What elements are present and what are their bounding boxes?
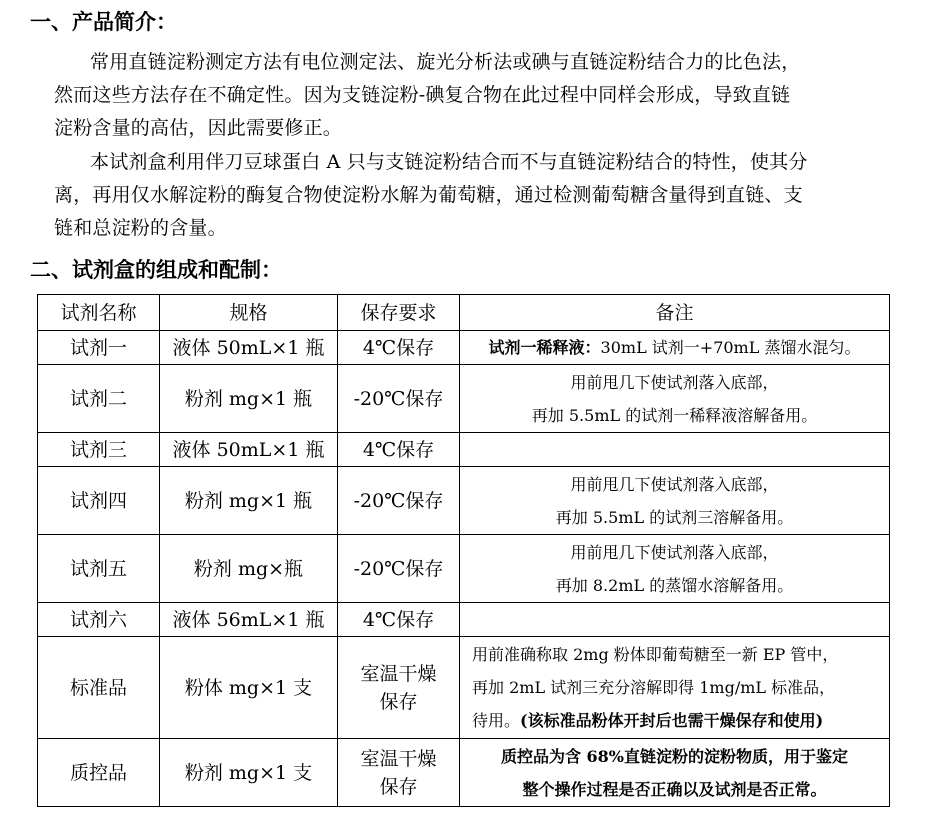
- paragraph-line: 然而这些方法存在不确定性。因为支链淀粉-碘复合物在此过程中同样会形成，导致直链: [54, 84, 791, 106]
- note-line: 用前准确称取 2mg 粉体即葡萄糖至一新 EP 管中，: [472, 645, 839, 664]
- note-line: 用前甩几下使试剂落入底部，: [570, 474, 779, 494]
- reagent-storage: [338, 637, 460, 739]
- table-row: [38, 739, 890, 807]
- reagent-spec: 粉体 mg×1 支: [160, 637, 338, 739]
- table-row: [38, 637, 890, 739]
- note-bold: (该标准品粉体开封后也需干燥保存和使用): [520, 711, 824, 730]
- header-name: 试剂名称: [38, 295, 160, 331]
- reagent-name: 试剂五: [38, 535, 160, 603]
- reagent-storage: -20℃保存: [338, 467, 460, 535]
- intro-paragraph-2: [54, 146, 920, 245]
- table-row: [38, 467, 890, 535]
- table-row: [38, 365, 890, 433]
- reagent-note: [460, 603, 890, 637]
- note-line: 再加 2mL 试剂三充分溶解即得 1mg/mL 标准品，: [472, 678, 836, 697]
- reagent-spec: 粉剂 mg×1 瓶: [160, 467, 338, 535]
- header-storage: 保存要求: [338, 295, 460, 331]
- reagent-storage: 4℃保存: [338, 433, 460, 467]
- paragraph-line: 常用直链淀粉测定方法有电位测定法、旋光分析法或碘与直链淀粉结合力的比色法，: [90, 51, 801, 73]
- note-line: 整个操作过程是否正确以及试剂是否正常。: [522, 779, 827, 799]
- reagent-note: [460, 365, 890, 433]
- note-line: 再加 5.5mL 的试剂一稀释液溶解备用。: [531, 405, 818, 425]
- reagent-spec: 粉剂 mg×瓶: [160, 535, 338, 603]
- paragraph-line: 本试剂盒利用伴刀豆球蛋白 A 只与支链淀粉结合而不与直链淀粉结合的特性，使其分: [90, 151, 808, 173]
- reagent-spec: 液体 50mL×1 瓶: [160, 433, 338, 467]
- reagent-name: 试剂一: [38, 331, 160, 365]
- storage-line: 保存: [379, 690, 418, 713]
- reagent-spec: 液体 56mL×1 瓶: [160, 603, 338, 637]
- storage-line: 室温干燥: [360, 747, 437, 770]
- reagent-storage: 4℃保存: [338, 331, 460, 365]
- note-line: 再加 8.2mL 的蒸馏水溶解备用。: [555, 575, 794, 595]
- note-text: 30mL 试剂一+70mL 蒸馏水混匀。: [600, 338, 861, 357]
- reagent-spec: 液体 50mL×1 瓶: [160, 331, 338, 365]
- reagent-spec: 粉剂 mg×1 瓶: [160, 365, 338, 433]
- reagent-note: [460, 637, 890, 739]
- section-heading-composition: 二、试剂盒的组成和配制：: [30, 258, 282, 282]
- reagent-note: [460, 535, 890, 603]
- storage-line: 保存: [379, 775, 418, 798]
- reagent-name: 标准品: [38, 637, 160, 739]
- reagent-note: [460, 331, 890, 365]
- reagent-name: 试剂三: [38, 433, 160, 467]
- note-line: 用前甩几下使试剂落入底部，: [570, 372, 779, 392]
- storage-line: 室温干燥: [360, 662, 437, 685]
- reagent-name: 质控品: [38, 739, 160, 807]
- table-row: [38, 535, 890, 603]
- reagent-storage: 4℃保存: [338, 603, 460, 637]
- table-row: [38, 603, 890, 637]
- reagent-note: [460, 739, 890, 807]
- paragraph-line: 淀粉含量的高估，因此需要修正。: [54, 117, 343, 139]
- section-heading-intro: 一、产品简介：: [30, 10, 177, 34]
- note-line: 再加 5.5mL 的试剂三溶解备用。: [555, 507, 794, 527]
- reagent-note: [460, 433, 890, 467]
- reagent-storage: -20℃保存: [338, 365, 460, 433]
- table-header-row: [38, 295, 890, 331]
- note-line: 用前甩几下使试剂落入底部，: [570, 542, 779, 562]
- reagent-name: 试剂四: [38, 467, 160, 535]
- note-bold: 试剂一稀释液：: [488, 338, 601, 357]
- table-row: [38, 433, 890, 467]
- table-row: [38, 331, 890, 365]
- note-line: 质控品为含 68%直链淀粉的淀粉物质，用于鉴定: [500, 746, 849, 766]
- reagent-name: 试剂二: [38, 365, 160, 433]
- intro-paragraph-1: [54, 46, 920, 145]
- reagent-storage: [338, 739, 460, 807]
- header-spec: 规格: [160, 295, 338, 331]
- header-note: 备注: [460, 295, 890, 331]
- reagent-table: [37, 294, 890, 807]
- note-text: 待用。: [472, 711, 521, 730]
- reagent-spec: 粉剂 mg×1 支: [160, 739, 338, 807]
- reagent-name: 试剂六: [38, 603, 160, 637]
- note-line: [472, 704, 885, 737]
- paragraph-line: 链和总淀粉的含量。: [54, 217, 227, 239]
- reagent-storage: -20℃保存: [338, 535, 460, 603]
- reagent-note: [460, 467, 890, 535]
- paragraph-line: 离，再用仅水解淀粉的酶复合物使淀粉水解为葡萄糖，通过检测葡萄糖含量得到直链、支: [54, 184, 803, 206]
